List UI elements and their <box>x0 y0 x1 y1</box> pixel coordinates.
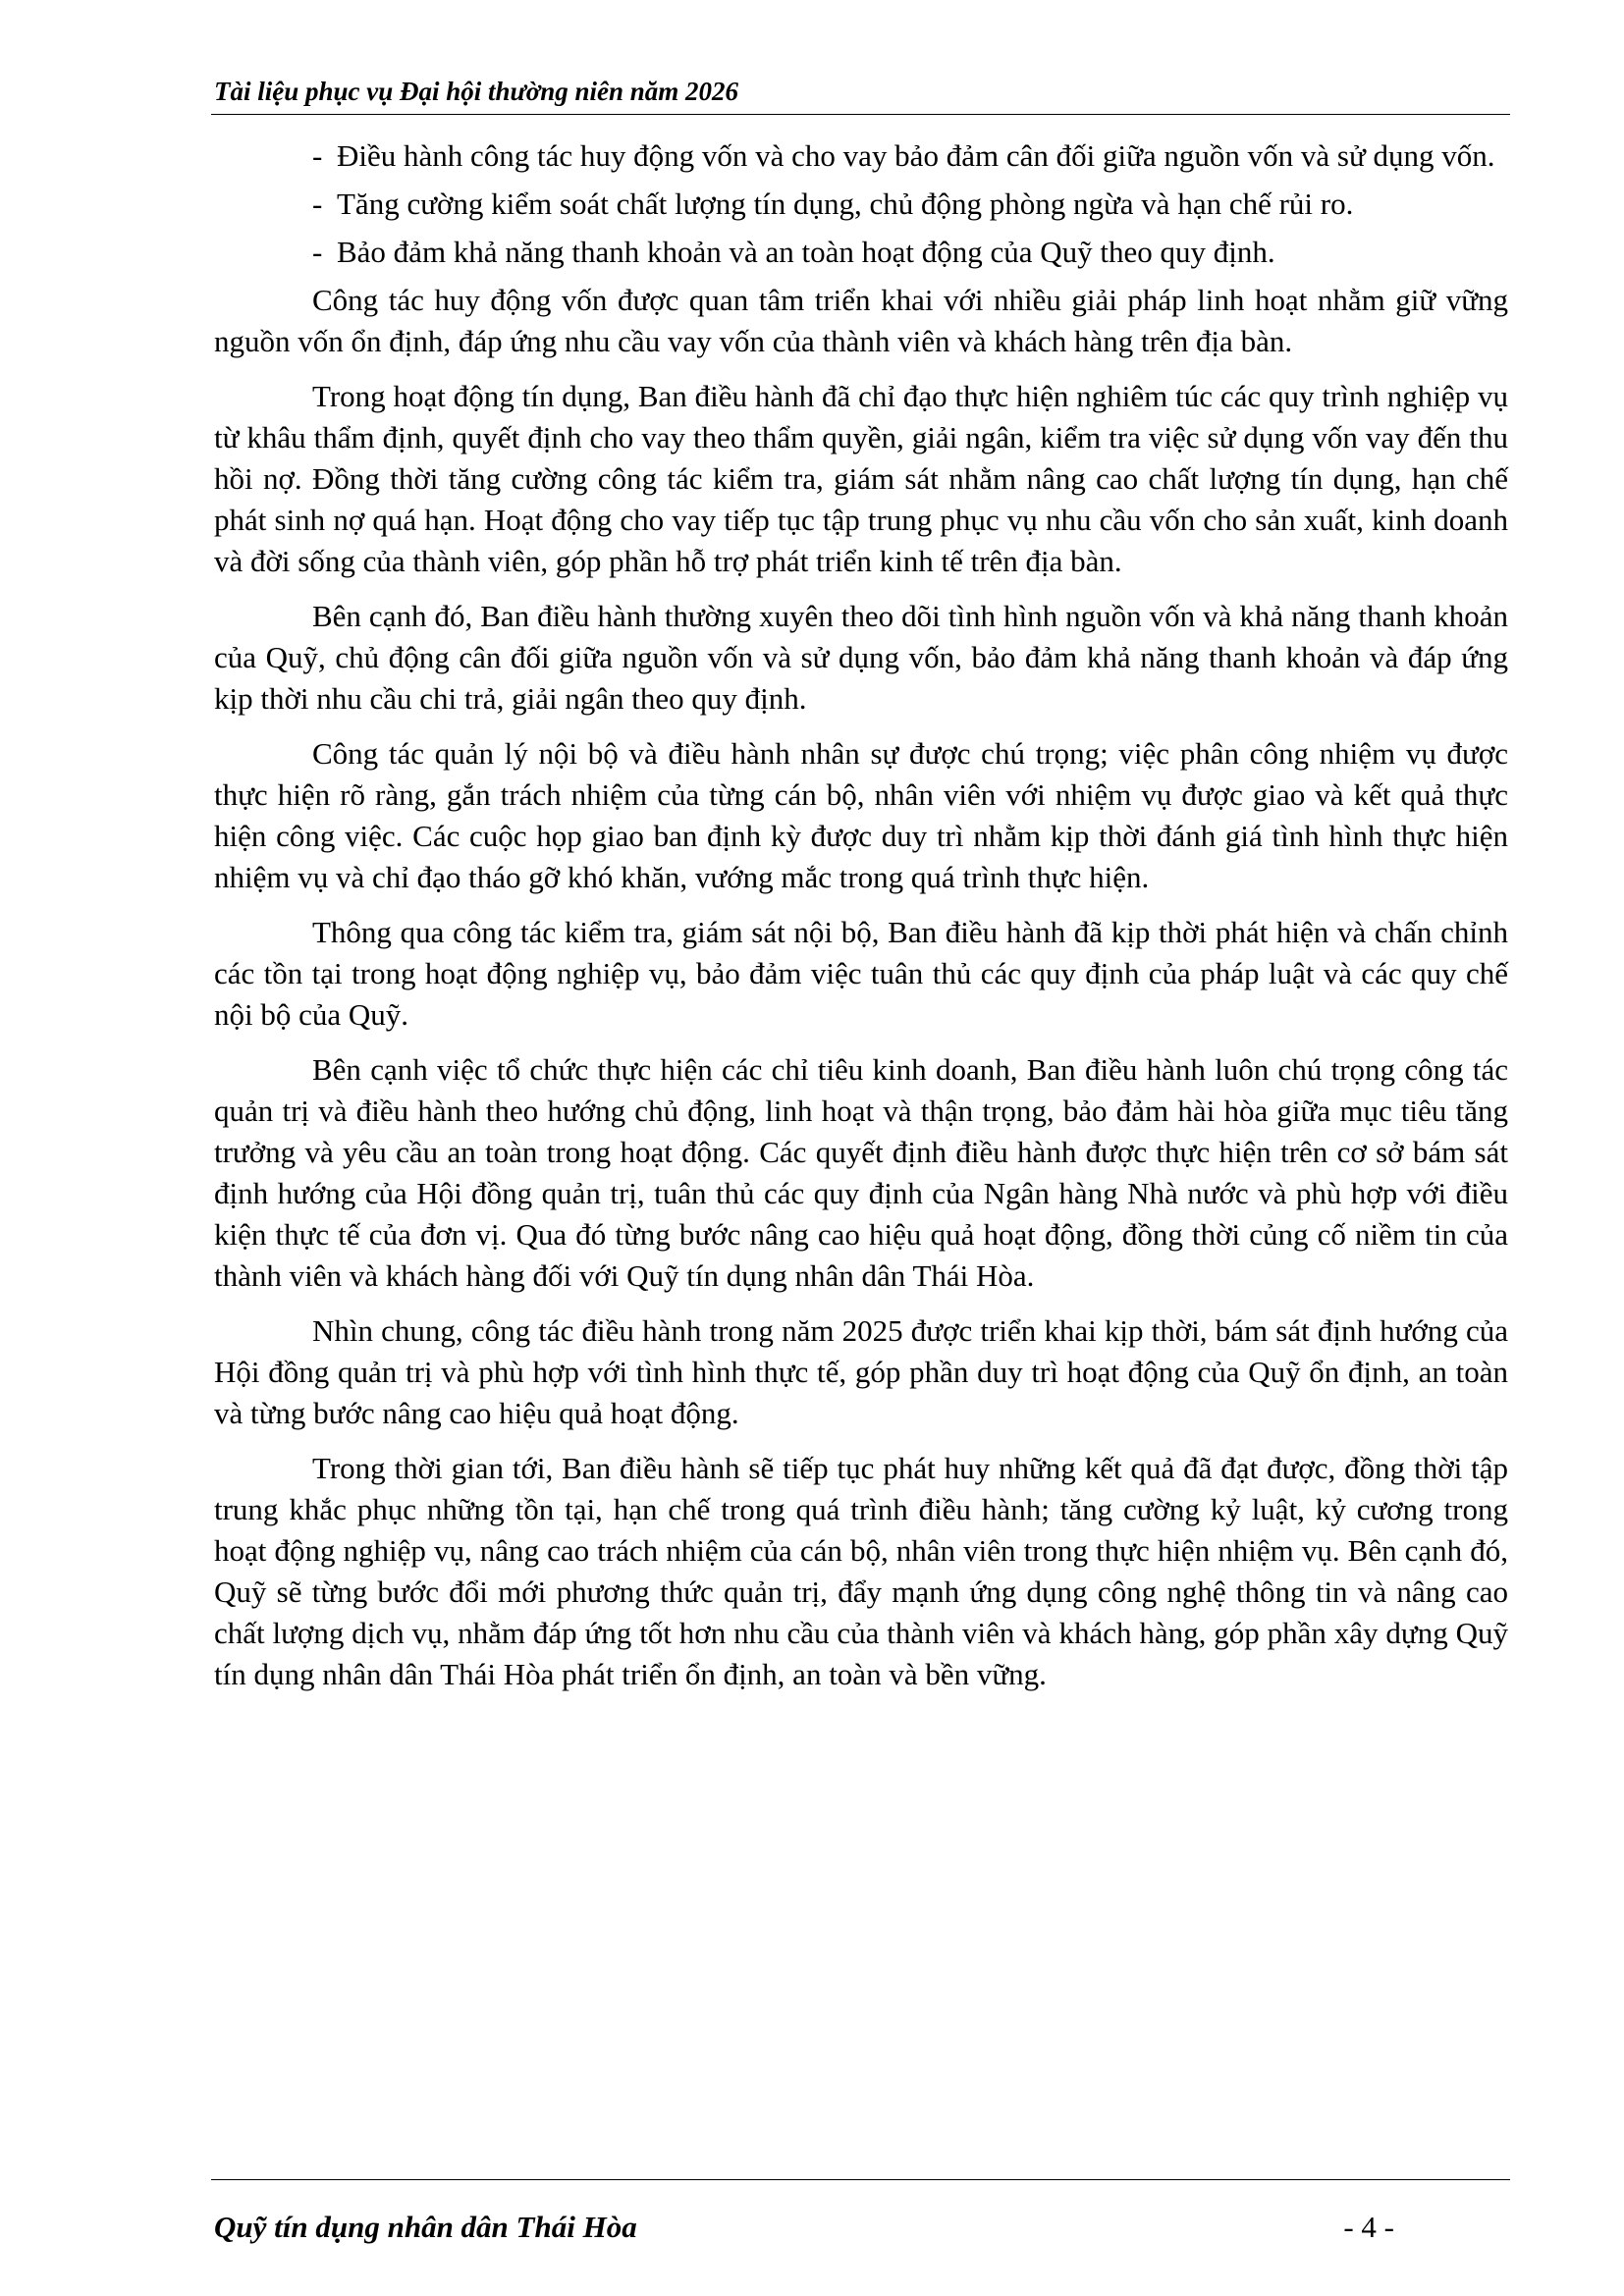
list-item <box>214 135 1508 177</box>
list-item <box>214 232 1508 273</box>
paragraph-capital-mobilization: Công tác huy động vốn được quan tâm triển khai với nhiều giải pháp linh hoạt nhằm giữ vững nguồn vốn ổn định, đáp ứng nhu cầu vay vốn của thành viên và khách hàng trên địa bàn. <box>214 283 1508 358</box>
paragraph-internal-management: Công tác quản lý nội bộ và điều hành nhân sự được chú trọng; việc phân công nhiệm vụ được thực hiện rõ ràng, gắn trách nhiệm của từng cán bộ, nhân viên với nhiệm vụ được giao và kết quả thực hiện công việc. Các cuộc họp giao ban định kỳ được duy trì nhằm kịp thời đánh giá tình hình thực hiện nhiệm vụ và chỉ đạo tháo gỡ khó khăn, vướng mắc trong quá trình thực hiện. <box>214 736 1508 894</box>
page-header <box>211 71 1510 115</box>
paragraph-future-plan: Trong thời gian tới, Ban điều hành sẽ tiếp tục phát huy những kết quả đã đạt được, đồng thời tập trung khắc phục những tồn tại, hạn chế trong quá trình điều hành; tăng cường kỷ luật, kỷ cương trong hoạt động nghiệp vụ, nâng cao trách nhiệm của cán bộ, nhân viên trong thực hiện nhiệm vụ. Bên cạnh đó, Quỹ sẽ từng bước đổi mới phương thức quản trị, đẩy mạnh ứng dụng công nghệ thông tin và nâng cao chất lượng dịch vụ, nhằm đáp ứng tốt hơn nhu cầu của thành viên và khách hàng, góp phần xây dựng Quỹ tín dụng nhân dân Thái Hòa phát triển ổn định, an toàn và bền vững. <box>214 1451 1508 1691</box>
bullet-text: Bảo đảm khả năng thanh khoản và an toàn hoạt động của Quỹ theo quy định. <box>337 235 1275 269</box>
bullet-text: Điều hành công tác huy động vốn và cho vay bảo đảm cân đối giữa nguồn vốn và sử dụng vốn. <box>337 138 1495 173</box>
bullet-text: Tăng cường kiểm soát chất lượng tín dụng, chủ động phòng ngừa và hạn chế rủi ro. <box>337 187 1354 221</box>
paragraph-summary: Nhìn chung, công tác điều hành trong năm 2025 được triển khai kịp thời, bám sát định hướng của Hội đồng quản trị và phù hợp với tình hình thực tế, góp phần duy trì hoạt động của Quỹ ổn định, an toàn và từng bước nâng cao hiệu quả hoạt động. <box>214 1313 1508 1430</box>
paragraph-internal-inspection: Thông qua công tác kiểm tra, giám sát nội bộ, Ban điều hành đã kịp thời phát hiện và chấn chỉnh các tồn tại trong hoạt động nghiệp vụ, bảo đảm việc tuân thủ các quy định của pháp luật và các quy chế nội bộ của Quỹ. <box>214 915 1508 1032</box>
paragraph-credit-activity: Trong hoạt động tín dụng, Ban điều hành đã chỉ đạo thực hiện nghiêm túc các quy trình nghiệp vụ từ khâu thẩm định, quyết định cho vay theo thẩm quyền, giải ngân, kiểm tra việc sử dụng vốn vay đến thu hồi nợ. Đồng thời tăng cường công tác kiểm tra, giám sát nhằm nâng cao chất lượng tín dụng, hạn chế phát sinh nợ quá hạn. Hoạt động cho vay tiếp tục tập trung phục vụ nhu cầu vốn cho sản xuất, kinh doanh và đời sống của thành viên, góp phần hỗ trợ phát triển kinh tế trên địa bàn. <box>214 379 1508 578</box>
bullet-list <box>214 135 1508 273</box>
list-item <box>214 184 1508 225</box>
paragraph-governance: Bên cạnh việc tổ chức thực hiện các chỉ tiêu kinh doanh, Ban điều hành luôn chú trọng công tác quản trị và điều hành theo hướng chủ động, linh hoạt và thận trọng, bảo đảm hài hòa giữa mục tiêu tăng trưởng và yêu cầu an toàn trong hoạt động. Các quyết định điều hành được thực hiện trên cơ sở bám sát định hướng của Hội đồng quản trị, tuân thủ các quy định của Ngân hàng Nhà nước và phù hợp với điều kiện thực tế của đơn vị. Qua đó từng bước nâng cao hiệu quả hoạt động, đồng thời củng cố niềm tin của thành viên và khách hàng đối với Quỹ tín dụng nhân dân Thái Hòa. <box>214 1052 1508 1293</box>
bullet-dash: - <box>312 138 323 173</box>
footer-org-name: Quỹ tín dụng nhân dân Thái Hòa <box>214 2210 637 2244</box>
paragraph-liquidity: Bên cạnh đó, Ban điều hành thường xuyên theo dõi tình hình nguồn vốn và khả năng thanh khoản của Quỹ, chủ động cân đối giữa nguồn vốn và sử dụng vốn, bảo đảm khả năng thanh khoản và đáp ứng kịp thời nhu cầu chi trả, giải ngân theo quy định. <box>214 599 1508 716</box>
document-body <box>214 135 1508 1709</box>
bullet-dash: - <box>312 187 323 221</box>
header-title: Tài liệu phục vụ Đại hội thường niên năm 2026 <box>214 77 739 106</box>
page-footer <box>211 2179 1510 2244</box>
page-number: - 4 - <box>1343 2210 1394 2244</box>
bullet-dash: - <box>312 235 323 269</box>
